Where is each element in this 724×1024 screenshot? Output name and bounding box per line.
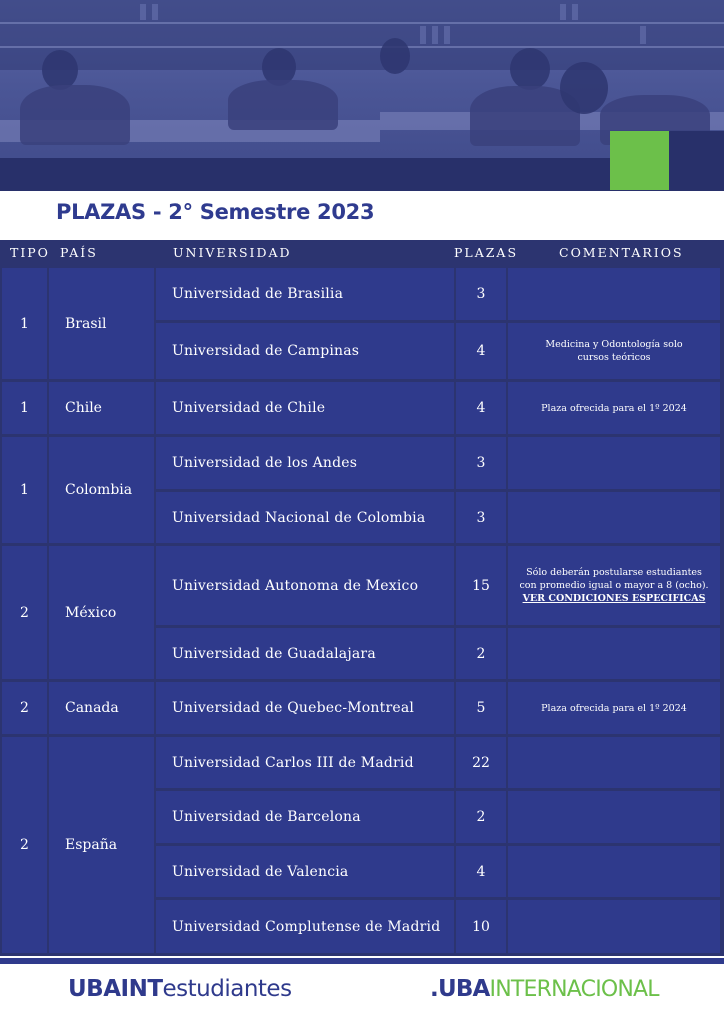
plazas-cell: 15 xyxy=(456,546,506,625)
plazas-cell: 5 xyxy=(456,682,506,734)
decor-navy-block xyxy=(669,131,724,158)
footer-divider xyxy=(0,958,724,964)
header-tipo: TIPO xyxy=(10,245,50,260)
tipo-cell: 2 xyxy=(2,737,47,953)
pais-cell: México xyxy=(49,546,154,679)
plazas-cell: 4 xyxy=(456,382,506,434)
universidad-cell: Universidad de Barcelona xyxy=(156,791,454,843)
tipo-cell: 1 xyxy=(2,437,47,543)
universidad-cell: Universidad de Guadalajara xyxy=(156,628,454,679)
plazas-cell: 22 xyxy=(456,737,506,788)
plazas-cell: 3 xyxy=(456,437,506,489)
plazas-cell: 2 xyxy=(456,791,506,843)
universidad-cell: Universidad Carlos III de Madrid xyxy=(156,737,454,788)
header-plazas: PLAZAS xyxy=(454,245,519,260)
plazas-cell: 4 xyxy=(456,323,506,379)
tipo-cell: 1 xyxy=(2,382,47,434)
tipo-cell: 2 xyxy=(2,546,47,679)
universidad-cell: Universidad Autonoma de Mexico xyxy=(156,546,454,625)
pais-cell: Brasil xyxy=(49,268,154,379)
pais-cell: Chile xyxy=(49,382,154,434)
universidad-cell: Universidad de Quebec-Montreal xyxy=(156,682,454,734)
universidad-cell: Universidad de Brasilia xyxy=(156,268,454,320)
tipo-cell: 2 xyxy=(2,682,47,734)
universidad-cell: Universidad de los Andes xyxy=(156,437,454,489)
tipo-cell: 1 xyxy=(2,268,47,379)
plazas-cell: 4 xyxy=(456,846,506,897)
comentario-cell: Sólo deberán postularse estudiantes con promedio igual o mayor a 8 (ocho). VER CONDICIONES ESPECIFICAS xyxy=(508,546,720,625)
plazas-cell: 10 xyxy=(456,900,506,953)
page-title: PLAZAS - 2° Semestre 2023 xyxy=(56,200,375,224)
comentario-cell xyxy=(508,437,720,489)
universidad-cell: Universidad de Valencia xyxy=(156,846,454,897)
header-universidad: UNIVERSIDAD xyxy=(173,245,292,260)
comentario-cell xyxy=(508,268,720,320)
header-photo xyxy=(0,0,724,191)
universidad-cell: Universidad Nacional de Colombia xyxy=(156,492,454,543)
uba-internacional-logo: .UBAINTERNACIONAL xyxy=(430,976,659,1002)
universidad-cell: Universidad Complutense de Madrid xyxy=(156,900,454,953)
comentario-cell xyxy=(508,628,720,679)
comentario-cell: Medicina y Odontología solo cursos teóricos xyxy=(508,323,720,379)
decor-green-block xyxy=(610,131,669,190)
pais-cell: Canada xyxy=(49,682,154,734)
universidad-cell: Universidad de Chile xyxy=(156,382,454,434)
universidad-cell: Universidad de Campinas xyxy=(156,323,454,379)
comentario-cell xyxy=(508,846,720,897)
comentario-cell xyxy=(508,900,720,953)
plazas-cell: 3 xyxy=(456,268,506,320)
comentario-cell: Plaza ofrecida para el 1º 2024 xyxy=(508,382,720,434)
comentario-cell: Plaza ofrecida para el 1º 2024 xyxy=(508,682,720,734)
ubaint-estudiantes-logo: UBAINTestudiantes xyxy=(68,976,292,1002)
comentario-cell xyxy=(508,791,720,843)
pais-cell: España xyxy=(49,737,154,953)
comentario-cell xyxy=(508,737,720,788)
comentario-cell xyxy=(508,492,720,543)
ver-condiciones-link[interactable]: VER CONDICIONES ESPECIFICAS xyxy=(522,593,706,604)
header-pais: PAÍS xyxy=(60,245,98,260)
plazas-cell: 2 xyxy=(456,628,506,679)
plazas-cell: 3 xyxy=(456,492,506,543)
header-comentarios: COMENTARIOS xyxy=(559,245,684,260)
pais-cell: Colombia xyxy=(49,437,154,543)
